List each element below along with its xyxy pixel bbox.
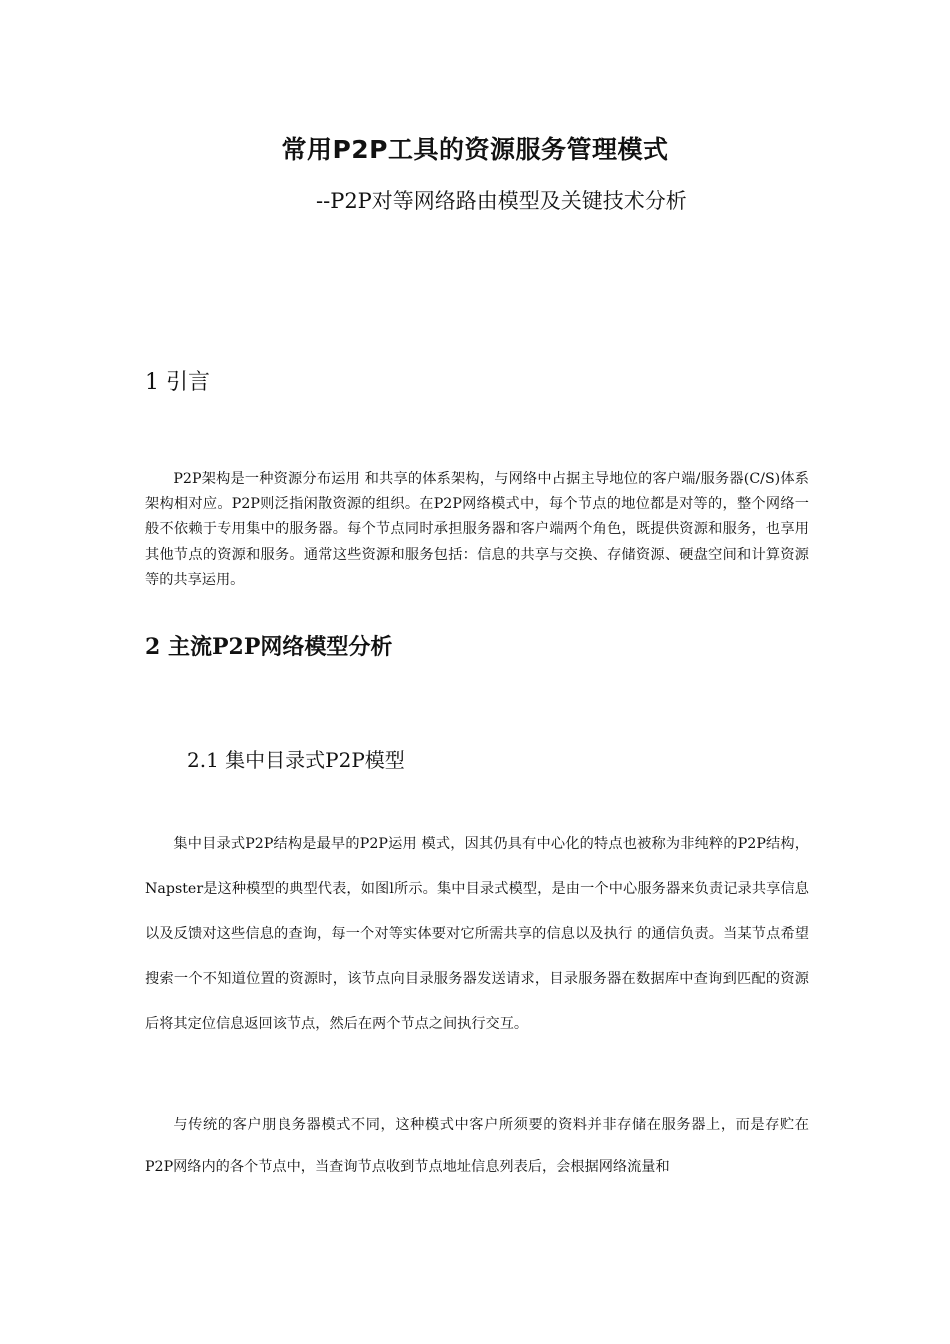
- section-heading-model-analysis: 2 主流P2P网络模型分析: [145, 634, 393, 660]
- section-heading-introduction: 1 引言: [145, 370, 210, 395]
- subsection-heading-centralized-directory: 2.1 集中目录式P2P模型: [187, 748, 405, 772]
- paragraph-introduction: P2P架构是一种资源分布运用 和共享的体系架构，与网络中占据主导地位的客户端/服务器(C/S)体系架构相对应。P2P则泛指闲散资源的组织。在P2P网络模式中，每个节点的地位都是对等的，整个网络一般不依赖于专用集中的服务器。每个节点同时承担服务器和客户端两个角色，既提供资源和服务，也享用其他节点的资源和服务。通常这些资源和服务包括：信息的共享与交换、存储资源、硬盘空间和计算资源等的共享运用。: [145, 471, 809, 588]
- document-subtitle: --P2P对等网络路由模型及关键技术分析: [316, 189, 687, 213]
- paragraph-centralized-directory-2: 与传统的客户朋良务器模式不同，这种模式中客户所须要的资料并非存储在服务器上，而是存贮在P2P网络内的各个节点中，当查询节点收到节点地址信息列表后，会根据网络流量和: [145, 1117, 809, 1175]
- document-title: 常用P2P工具的资源服务管理模式: [281, 135, 669, 164]
- paragraph-centralized-directory-1: 集中目录式P2P结构是最早的P2P运用 模式，因其仍具有中心化的特点也被称为非纯粹的P2P结构，Napster是这种模型的典型代表，如图l所示。集中目录式模型，是由一个中心服务器来负责记录共享信息以及反馈对这些信息的查询，每一个对等实体要对它所需共享的信息以及执行 的通信负责。当某节点希望搜索一个不知道位置的资源时，该节点向目录服务器发送请求，目录服务器在数据库中查询到匹配的资源后将其定位信息返回该节点，然后在两个节点之间执行交互。: [145, 836, 809, 1032]
